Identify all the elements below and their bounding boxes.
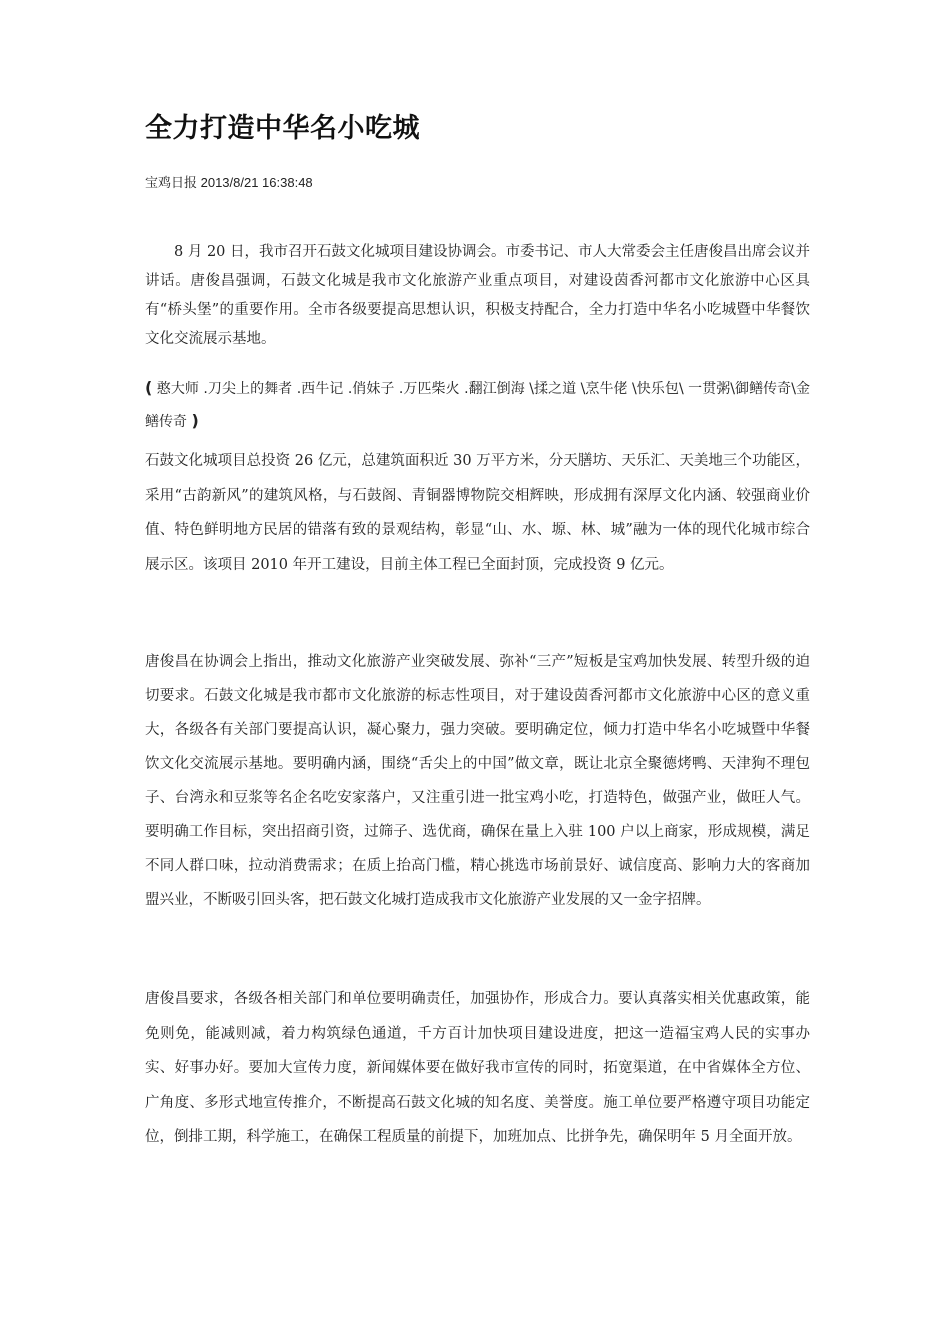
article-paragraph-1: 8 月 20 日，我市召开石鼓文化城项目建设协调会。市委书记、市人大常委会主任唐俊昌出席会议并讲话。唐俊昌强调，石鼓文化城是我市文化旅游产业重点项目，对建设茵香河都市文化旅游中心区具有“桥头堡”的重要作用。全市各级要提高思想认识，积极支持配合，全力打造中华名小吃城暨中华餐饮文化交流展示基地。 — [145, 244, 810, 347]
article-paragraph-2: 石鼓文化城项目总投资 26 亿元，总建筑面积近 30 万平方米，分天膳坊、天乐汇、天美地三个功能区，采用“古韵新风”的建筑风格，与石鼓阁、青铜器博物院交相辉映，形成拥有深厚文化内涵、较强商业价值、特色鲜明地方民居的错落有致的景观结构，彰显“山、水、塬、林、城”融为一体的现代化城市综合展示区。该项目 2010 年开工建设，目前主体工程已全面封顶，完成投资 9 亿元。 — [145, 453, 810, 573]
close-paren: ) — [191, 411, 199, 430]
open-paren: ( — [145, 378, 153, 397]
article-title: 全力打造中华名小吃城 — [145, 113, 420, 144]
article-source-line: 宝鸡日报 2013/8/21 16:38:48 — [145, 175, 313, 190]
article-paragraph-4: 唐俊昌要求，各级各相关部门和单位要明确责任，加强协作，形成合力。要认真落实相关优惠政策，能免则免，能减则减，着力构筑绿色通道，千方百计加快项目建设进度，把这一造福宝鸡人民的实事办实、好事办好。要加大宣传力度，新闻媒体要在做好我市宣传的同时，拓宽渠道，在中省媒体全方位、广角度、多形式地宣传推介，不断提高石鼓文化城的知名度、美誉度。施工单位要严格遵守项目功能定位，倒排工期，科学施工，在确保工程质量的前提下，加班加点、比拼争先，确保明年 5 月全面开放。 — [145, 991, 810, 1145]
article-paragraph-3: 唐俊昌在协调会上指出，推动文化旅游产业突破发展、弥补“三产”短板是宝鸡加快发展、转型升级的迫切要求。石鼓文化城是我市都市文化旅游的标志性项目，对于建设茵香河都市文化旅游中心区的意义重大，各级各有关部门要提高认识，凝心聚力，强力突破。要明确定位，倾力打造中华名小吃城暨中华餐饮文化交流展示基地。要明确内涵，围绕“舌尖上的中国”做文章，既让北京全聚德烤鸭、天津狗不理包子、台湾永和豆浆等名企名吃安家落户，又注重引进一批宝鸡小吃，打造特色，做强产业，做旺人气。要明确工作目标，突出招商引资，过筛子、选优商，确保在量上入驻 100 户以上商家，形成规模，满足不同人群口味，拉动消费需求；在质上抬高门槛，精心挑选市场前景好、诚信度高、影响力大的客商加盟兴业，不断吸引回头客，把石鼓文化城打造成我市文化旅游产业发展的又一金字招牌。 — [145, 654, 810, 908]
shop-names: 憨大师 .刀尖上的舞者 .西牛记 .俏妹子 .万匹柴火 .翻江倒海 \揉之道 \烹牛佬 \快乐包\ 一贯粥\御鳝传奇\金鳝传奇 — [145, 381, 810, 430]
shop-name-list — [145, 372, 810, 438]
